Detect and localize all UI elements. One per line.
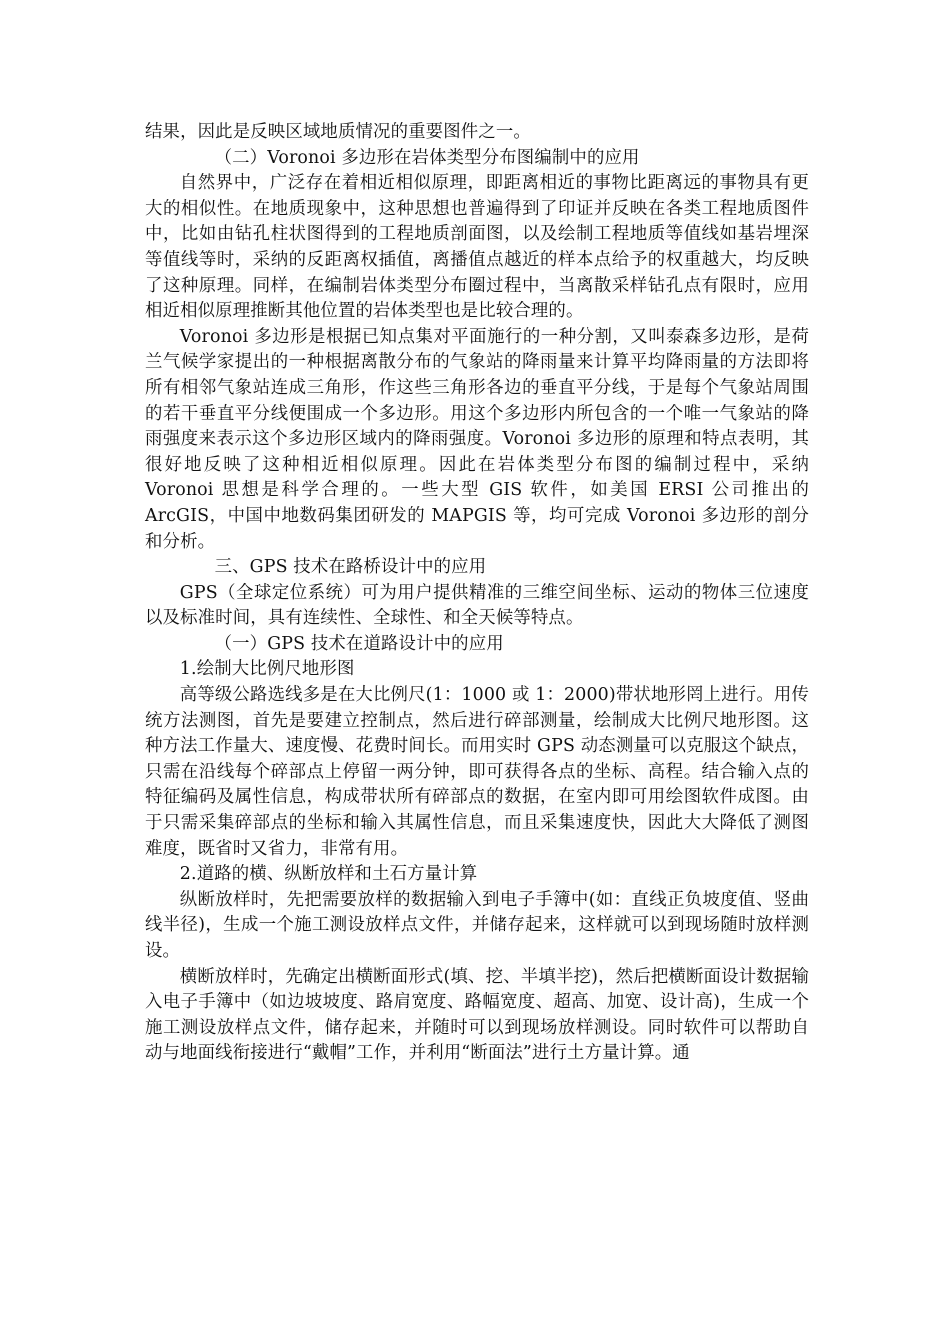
section-heading-gps: 三、GPS 技术在路桥设计中的应用 [214, 557, 487, 578]
paragraph-continuation: 结果，因此是反映区域地质情况的重要图件之一。 [145, 122, 531, 142]
section-heading-gps-road: （一）GPS 技术在道路设计中的应用 [214, 633, 504, 654]
paragraph-cross-section-staking: 横断放样时，先确定出横断面形式(填、挖、半填半挖)，然后把横断面设计数据输入电子手簿中（如边坡坡度、路肩宽度、路幅宽度、超高、加宽、设计高)，生成一个施工测设放样点文件，储存起来，并随时可以到现场放样测设。同时软件可以帮助自动与地面线衔接进行“戴帽”工作，并利用“断面法”进行土方量计算。通 [145, 966, 809, 1064]
document-body [145, 120, 809, 1067]
section-heading-voronoi: （二）Voronoi 多边形在岩体类型分布图编制中的应用 [214, 147, 640, 168]
paragraph-topographic-map: 高等级公路选线多是在大比例尺(1：1000 或 1：2000)带状地形罔上进行。用传统方法测图，首先是要建立控制点，然后进行碎部测量，绘制成大比例尺地形图。这种方法工作量大、速度慢、花费时间长。而用实时 GPS 动态测量可以克服这个缺点，只需在沿线每个碎部点上停留一两分钟，即可获得各点的坐标、高程。结合输入点的特征编码及属性信息，构成带状所有碎部点的数据，在室内即可用绘图软件成图。由于只需采集碎部点的坐标和输入其属性信息，而且采集速度快，因此大大降低了测图难度，既省时又省力，非常有用。 [145, 685, 809, 859]
paragraph-longitudinal-staking: 纵断放样时，先把需要放样的数据输入到电子手簿中(如：直线正负坡度值、竖曲线半径)，生成一个施工测设放样点文件，并储存起来，这样就可以到现场随时放样测设。 [145, 889, 809, 961]
paragraph-similarity-principle: 自然界中，广泛存在着相近相似原理，即距离相近的事物比距离远的事物具有更大的相似性。在地质现象中，这种思想也普遍得到了印证并反映在各类工程地质图件中，比如由钻孔柱状图得到的工程地质剖面图，以及绘制工程地质等值线如基岩埋深等值线等时，采纳的反距离权插值，离播值点越近的样本点给予的权重越大，均反映了这种原理。同样，在编制岩体类型分布圈过程中，当离散采样钻孔点有限时，应用相近相似原理推断其他位置的岩体类型也是比较合理的。 [145, 173, 809, 322]
paragraph-voronoi-definition: Voronoi 多边形是根据已知点集对平面施行的一种分割，又叫泰森多边形，是荷兰气候学家提出的一种根据离散分布的气象站的降雨量来计算平均降雨量的方法即将所有相邻气象站连成三角形，作这些三角形各边的垂直平分线，于是每个气象站周围的若干垂直平分线便围成一个多边形。用这个多边形内所包含的一个唯一气象站的降雨强度来表示这个多边形区域内的降雨强度。Voronoi 多边形的原理和特点表明，其很好地反映了这种相近相似原理。因此在岩体类型分布图的编制过程中，采纳 Voronoi 思想是科学合理的。一些大型 GIS 软件，如美国 ERSI 公司推出的 ArcGIS，中国中地数码集团研发的 MAPGIS 等，均可完成 Voronoi 多边形的剖分和分析。 [145, 326, 809, 552]
item-heading-topographic-map: 1.绘制大比例尺地形图 [179, 659, 355, 680]
paragraph-gps-intro: GPS（全球定位系统）可为用户提供精准的三维空间坐标、运动的物体三位速度以及标准时间，具有连续性、全球性、和全天候等特点。 [145, 582, 809, 629]
item-heading-staking-out: 2.道路的横、纵断放样和土石方量计算 [179, 864, 478, 885]
